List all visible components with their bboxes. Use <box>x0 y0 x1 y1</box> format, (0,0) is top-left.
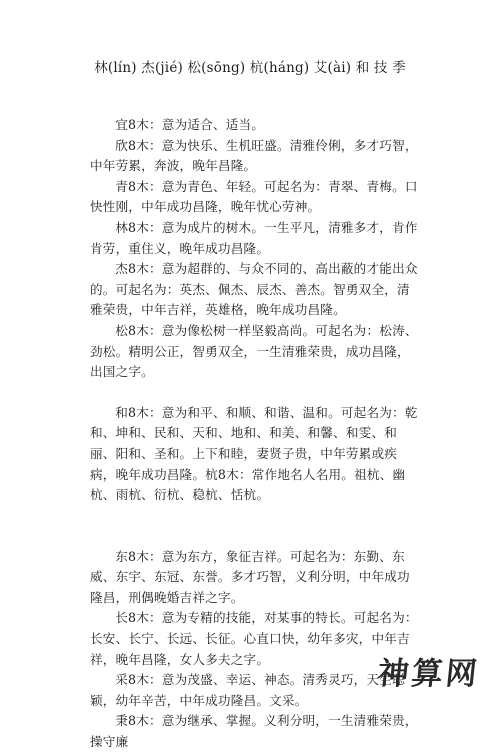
paragraph-gap <box>90 506 420 547</box>
entry-qing: 青8木：意为青色、年轻。可起名为：青翠、青梅。口快性刚，中年成功昌隆，晚年忧心劳神。 <box>90 178 418 215</box>
site-watermark-logo: 神算网 <box>375 656 482 692</box>
entry-jie: 杰8木：意为超群的、与众不同的、高出蔽的才能出众的。可起名为：英杰、佩杰、辰杰、善杰。智勇双全，清雅荣贵，中年吉祥，英雄格，晚年成功昌隆。 <box>90 261 418 318</box>
entry-yi: 宜8木：意为适合、适当。 <box>115 117 265 132</box>
entry-lin: 林8木：意为成片的树木。一生平凡，清雅多才，肯作肯劳，重住义，晚年成功昌隆。 <box>90 219 418 256</box>
entry-he-hang: 和8木：意为和平、和顺、和谐、温和。可起名为：乾和、坤和、民和、天和、地和、和美、和馨、和雯、和丽、阳和、圣和。上下和睦，妻贤子贵，中年劳累或疾病，晚年成功昌隆。杭8木：常作地名人名用。祖杭、幽杭、雨杭、衍杭、稳杭、恬杭。 <box>90 404 418 503</box>
entry-cai: 采8木：意为茂盛、幸运、神态。清秀灵巧，天生聪颖，幼年辛苦，中年成功隆昌。文采。 <box>90 672 405 708</box>
entry-song: 松8木：意为像松树一样坚毅高尚。可起名为：松涛、劲松。精明公正，智勇双全，一生清雅荣贵，成功昌隆，出国之字。 <box>90 322 418 380</box>
paragraph-gap <box>90 383 420 403</box>
entry-xin: 欣8木：意为快乐、生机旺盛。清雅伶俐，多才巧智，中年劳累，奔波，晚年昌隆。 <box>90 137 418 174</box>
entry-dong: 东8木：意为东方，象征吉祥。可起名为：东勤、东威、东宇、东冠、东誉。多才巧智，义利分明，中年成功隆昌，刑偶晚婚吉祥之字。 <box>90 548 410 605</box>
entry-list <box>90 115 420 753</box>
entry-chang: 长8木：意为专精的技能，对某事的特长。可起名为：长安、长宁、长远、长征。心直口快，幼年多灾，中年吉祥，晚年昌隆，女人多夫之字。 <box>90 610 418 667</box>
entry-bing: 秉8木：意为继承、掌握。义利分明，一生清雅荣贵，操守廉 <box>90 713 418 750</box>
page-title: 林(lín) 杰(jié) 松(sōng) 杭(háng) 艾(ài) 和 技 季 <box>94 60 406 76</box>
